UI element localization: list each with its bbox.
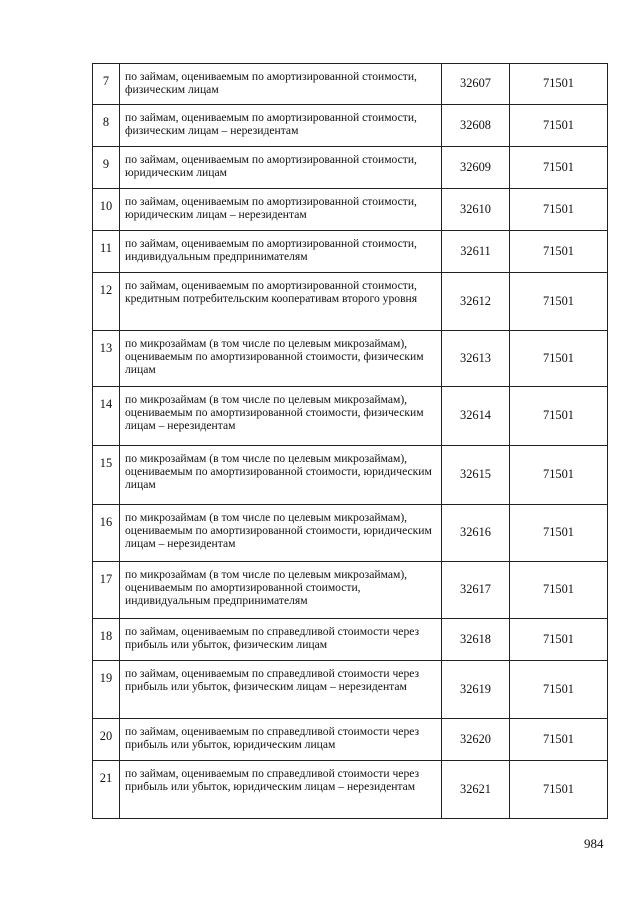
table-row xyxy=(93,505,608,562)
account-number: 32612 xyxy=(442,273,510,331)
row-number: 20 xyxy=(93,719,120,761)
account-number: 32613 xyxy=(442,331,510,387)
table-row xyxy=(93,619,608,661)
row-number: 19 xyxy=(93,661,120,719)
corresponding-account: 71501 xyxy=(510,387,608,446)
account-number: 32610 xyxy=(442,189,510,231)
table-row xyxy=(93,761,608,819)
row-number: 14 xyxy=(93,387,120,446)
row-description: по микрозаймам (в том числе по целевым микрозаймам), оцениваемым по амортизированной стоимости, физическим лицам – нерезидентам xyxy=(120,387,442,446)
account-number: 32615 xyxy=(442,446,510,505)
table-row xyxy=(93,387,608,446)
row-number: 13 xyxy=(93,331,120,387)
corresponding-account: 71501 xyxy=(510,719,608,761)
corresponding-account: 71501 xyxy=(510,64,608,105)
row-number: 8 xyxy=(93,105,120,147)
account-number: 32608 xyxy=(442,105,510,147)
account-number: 32617 xyxy=(442,562,510,619)
row-description: по займам, оцениваемым по справедливой стоимости через прибыль или убыток, юридическим лицам xyxy=(120,719,442,761)
corresponding-account: 71501 xyxy=(510,105,608,147)
row-number: 12 xyxy=(93,273,120,331)
table-row xyxy=(93,105,608,147)
row-description: по займам, оцениваемым по справедливой стоимости через прибыль или убыток, физическим лицам xyxy=(120,619,442,661)
table-row xyxy=(93,273,608,331)
account-number: 32616 xyxy=(442,505,510,562)
table-row xyxy=(93,64,608,105)
account-number: 32607 xyxy=(442,64,510,105)
table-row xyxy=(93,446,608,505)
accounts-table xyxy=(92,63,608,819)
account-number: 32618 xyxy=(442,619,510,661)
row-description: по займам, оцениваемым по амортизированной стоимости, кредитным потребительским кооперативам второго уровня xyxy=(120,273,442,331)
row-description: по микрозаймам (в том числе по целевым микрозаймам), оцениваемым по амортизированной стоимости, индивидуальным предпринимателям xyxy=(120,562,442,619)
row-description: по займам, оцениваемым по справедливой стоимости через прибыль или убыток, физическим лицам – нерезидентам xyxy=(120,661,442,719)
row-number: 9 xyxy=(93,147,120,189)
row-number: 10 xyxy=(93,189,120,231)
account-number: 32609 xyxy=(442,147,510,189)
table-row xyxy=(93,189,608,231)
account-number: 32619 xyxy=(442,661,510,719)
table-row xyxy=(93,719,608,761)
corresponding-account: 71501 xyxy=(510,562,608,619)
corresponding-account: 71501 xyxy=(510,147,608,189)
corresponding-account: 71501 xyxy=(510,446,608,505)
table-row xyxy=(93,231,608,273)
table-row xyxy=(93,331,608,387)
corresponding-account: 71501 xyxy=(510,505,608,562)
row-description: по займам, оцениваемым по амортизированной стоимости, индивидуальным предпринимателям xyxy=(120,231,442,273)
row-description: по микрозаймам (в том числе по целевым микрозаймам), оцениваемым по амортизированной стоимости, юридическим лицам – нерезидентам xyxy=(120,505,442,562)
row-number: 16 xyxy=(93,505,120,562)
accounts-table-body xyxy=(93,64,608,819)
row-description: по микрозаймам (в том числе по целевым микрозаймам), оцениваемым по амортизированной стоимости, юридическим лицам xyxy=(120,446,442,505)
row-description: по займам, оцениваемым по амортизированной стоимости, физическим лицам xyxy=(120,64,442,105)
row-description: по микрозаймам (в том числе по целевым микрозаймам), оцениваемым по амортизированной стоимости, физическим лицам xyxy=(120,331,442,387)
corresponding-account: 71501 xyxy=(510,331,608,387)
page-number: 984 xyxy=(584,836,604,851)
corresponding-account: 71501 xyxy=(510,231,608,273)
corresponding-account: 71501 xyxy=(510,189,608,231)
account-number: 32614 xyxy=(442,387,510,446)
corresponding-account: 71501 xyxy=(510,619,608,661)
row-number: 15 xyxy=(93,446,120,505)
row-description: по займам, оцениваемым по амортизированной стоимости, физическим лицам – нерезидентам xyxy=(120,105,442,147)
row-description: по займам, оцениваемым по справедливой стоимости через прибыль или убыток, юридическим лицам – нерезидентам xyxy=(120,761,442,819)
row-number: 17 xyxy=(93,562,120,619)
account-number: 32620 xyxy=(442,719,510,761)
corresponding-account: 71501 xyxy=(510,273,608,331)
row-description: по займам, оцениваемым по амортизированной стоимости, юридическим лицам xyxy=(120,147,442,189)
row-number: 11 xyxy=(93,231,120,273)
row-description: по займам, оцениваемым по амортизированной стоимости, юридическим лицам – нерезидентам xyxy=(120,189,442,231)
row-number: 18 xyxy=(93,619,120,661)
row-number: 21 xyxy=(93,761,120,819)
account-number: 32621 xyxy=(442,761,510,819)
corresponding-account: 71501 xyxy=(510,661,608,719)
corresponding-account: 71501 xyxy=(510,761,608,819)
table-row xyxy=(93,147,608,189)
row-number: 7 xyxy=(93,64,120,105)
account-number: 32611 xyxy=(442,231,510,273)
table-row xyxy=(93,661,608,719)
table-row xyxy=(93,562,608,619)
